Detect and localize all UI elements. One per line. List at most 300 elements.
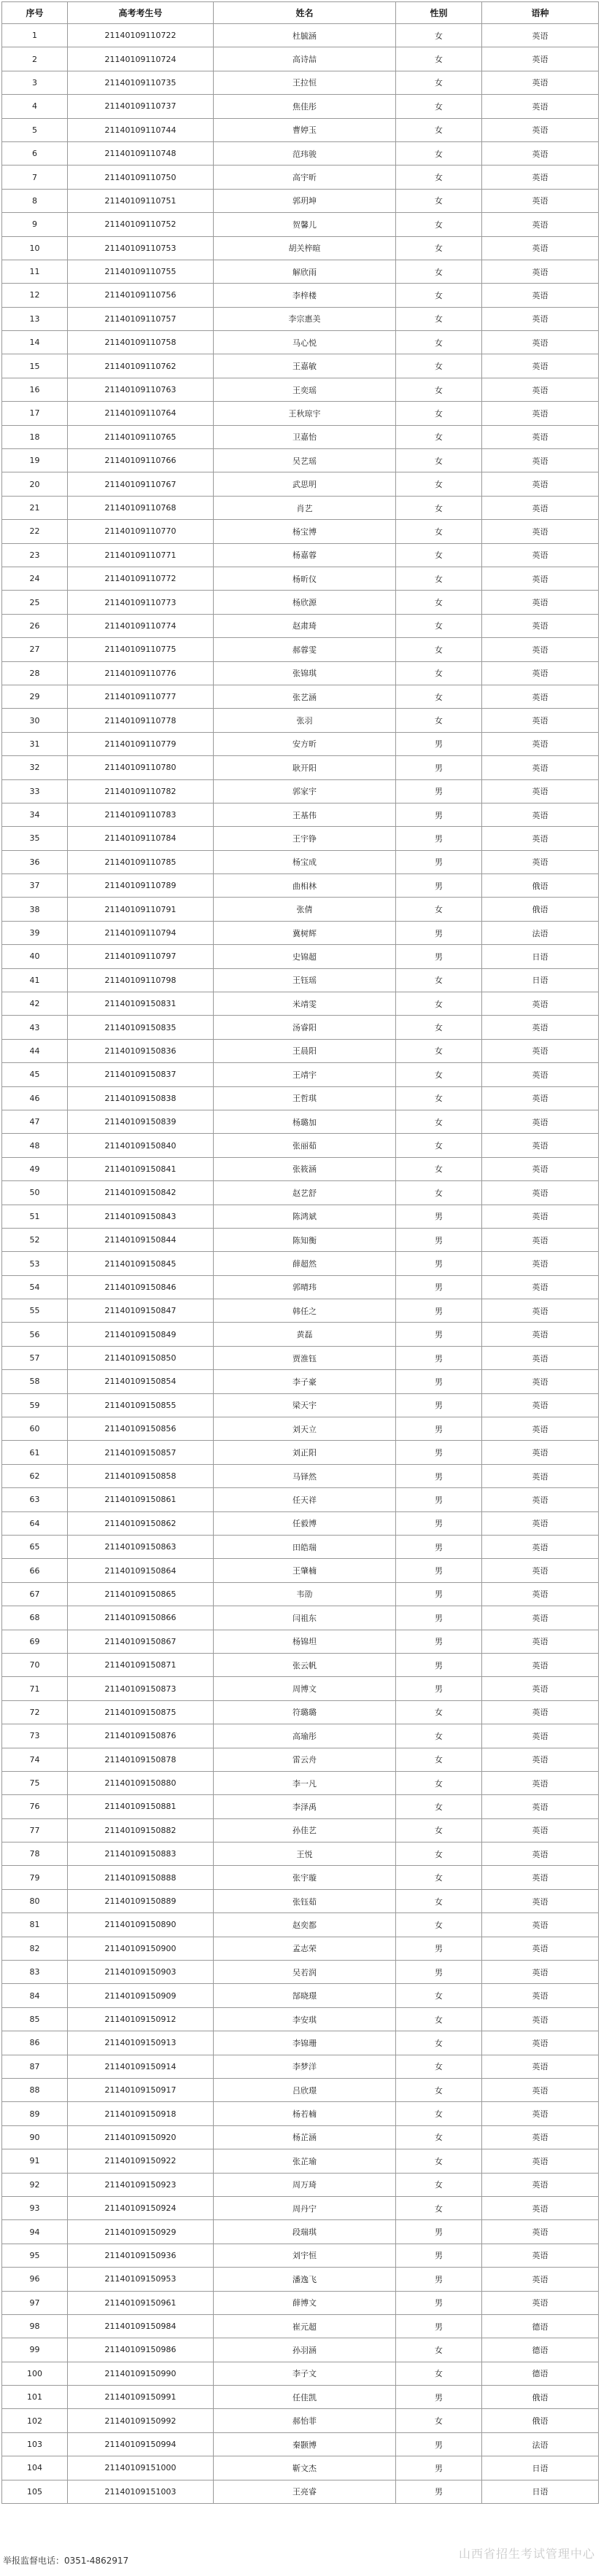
cell-name: 陈鸿斌 (214, 1205, 396, 1228)
cell-name: 薛超然 (214, 1252, 396, 1275)
cell-exam-number: 21140109110789 (68, 874, 214, 898)
cell-gender: 男 (396, 1417, 482, 1441)
cell-serial-number: 61 (2, 1441, 68, 1464)
cell-gender: 女 (396, 1134, 482, 1157)
cell-serial-number: 104 (2, 2456, 68, 2480)
cell-name: 马铎然 (214, 1464, 396, 1487)
cell-name: 汤睿阳 (214, 1016, 396, 1039)
table-row (2, 614, 599, 637)
cell-gender: 男 (396, 2456, 482, 2480)
cell-language: 法语 (482, 2432, 599, 2456)
cell-gender: 女 (396, 638, 482, 661)
cell-serial-number: 62 (2, 1464, 68, 1487)
cell-exam-number: 21140109150888 (68, 1866, 214, 1889)
cell-gender: 男 (396, 2314, 482, 2338)
cell-language: 俄语 (482, 898, 599, 921)
table-row (2, 1016, 599, 1039)
cell-exam-number: 21140109110770 (68, 520, 214, 543)
cell-name: 米靖雯 (214, 992, 396, 1016)
cell-language: 英语 (482, 496, 599, 519)
cell-exam-number: 21140109150918 (68, 2102, 214, 2125)
cell-serial-number: 98 (2, 2314, 68, 2338)
cell-exam-number: 21140109150846 (68, 1275, 214, 1299)
cell-gender: 男 (396, 2244, 482, 2267)
cell-serial-number: 78 (2, 1842, 68, 1866)
cell-language: 日语 (482, 2480, 599, 2503)
cell-name: 高宇昕 (214, 166, 396, 189)
table-row (2, 1323, 599, 1346)
cell-language: 英语 (482, 2007, 599, 2031)
table-row (2, 1393, 599, 1417)
cell-gender: 女 (396, 496, 482, 519)
cell-name: 韦劭 (214, 1582, 396, 1606)
table-row (2, 425, 599, 448)
table-row (2, 260, 599, 283)
table-row (2, 1488, 599, 1511)
cell-gender: 女 (396, 2007, 482, 2031)
cell-gender: 女 (396, 2055, 482, 2078)
cell-language: 英语 (482, 1842, 599, 1866)
cell-serial-number: 56 (2, 1323, 68, 1346)
cell-serial-number: 79 (2, 1866, 68, 1889)
cell-exam-number: 21140109150922 (68, 2149, 214, 2173)
cell-serial-number: 53 (2, 1252, 68, 1275)
table-row (2, 1818, 599, 1842)
cell-exam-number: 21140109150913 (68, 2031, 214, 2055)
cell-name: 闫祖东 (214, 1606, 396, 1630)
table-row (2, 1961, 599, 1984)
table-row (2, 803, 599, 826)
cell-exam-number: 21140109150847 (68, 1299, 214, 1323)
cell-serial-number: 42 (2, 992, 68, 1016)
table-row (2, 779, 599, 803)
cell-language: 俄语 (482, 2386, 599, 2409)
cell-language: 英语 (482, 1110, 599, 1133)
cell-serial-number: 55 (2, 1299, 68, 1323)
cell-gender: 男 (396, 1393, 482, 1417)
cell-gender: 女 (396, 1110, 482, 1133)
cell-language: 英语 (482, 1039, 599, 1062)
table-row (2, 567, 599, 590)
cell-serial-number: 94 (2, 2220, 68, 2244)
cell-gender: 男 (396, 1370, 482, 1393)
cell-name: 杨芷涵 (214, 2125, 396, 2149)
cell-language: 英语 (482, 827, 599, 850)
cell-exam-number: 21140109150849 (68, 1323, 214, 1346)
cell-gender: 男 (396, 2291, 482, 2314)
cell-language: 英语 (482, 850, 599, 873)
cell-gender: 男 (396, 1606, 482, 1630)
cell-name: 孟志荣 (214, 1937, 396, 1960)
cell-serial-number: 101 (2, 2386, 68, 2409)
cell-gender: 女 (396, 1086, 482, 1110)
cell-language: 英语 (482, 1393, 599, 1417)
cell-gender: 女 (396, 24, 482, 47)
cell-language: 英语 (482, 992, 599, 1016)
cell-gender: 男 (396, 779, 482, 803)
cell-gender: 女 (396, 118, 482, 141)
cell-serial-number: 58 (2, 1370, 68, 1393)
cell-language: 英语 (482, 1653, 599, 1676)
table-body (2, 24, 599, 2504)
cell-gender: 女 (396, 71, 482, 94)
cell-gender: 女 (396, 2031, 482, 2055)
table-row (2, 1252, 599, 1275)
cell-exam-number: 21140109110778 (68, 709, 214, 732)
cell-serial-number: 6 (2, 141, 68, 165)
cell-name: 曹婷玉 (214, 118, 396, 141)
cell-name: 杨嘉蓉 (214, 543, 396, 567)
cell-gender: 男 (396, 1937, 482, 1960)
table-row (2, 1039, 599, 1062)
cell-serial-number: 31 (2, 732, 68, 755)
cell-serial-number: 100 (2, 2362, 68, 2385)
table-row (2, 850, 599, 873)
cell-exam-number: 21140109150865 (68, 1582, 214, 1606)
cell-name: 杨宝博 (214, 520, 396, 543)
cell-serial-number: 7 (2, 166, 68, 189)
cell-language: 英语 (482, 803, 599, 826)
cell-language: 英语 (482, 567, 599, 590)
cell-serial-number: 35 (2, 827, 68, 850)
cell-exam-number: 21140109110776 (68, 661, 214, 685)
cell-language: 俄语 (482, 874, 599, 898)
table-row (2, 1275, 599, 1299)
cell-language: 英语 (482, 2244, 599, 2267)
cell-exam-number: 21140109110763 (68, 378, 214, 401)
table-row (2, 496, 599, 519)
cell-exam-number: 21140109110757 (68, 307, 214, 330)
cell-language: 英语 (482, 354, 599, 378)
cell-exam-number: 21140109110752 (68, 213, 214, 236)
cell-name: 孙羽涵 (214, 2338, 396, 2362)
cell-gender: 女 (396, 166, 482, 189)
table-row (2, 95, 599, 118)
cell-name: 武思明 (214, 472, 396, 496)
cell-exam-number: 21140109150900 (68, 1937, 214, 1960)
cell-name: 胡关梓暄 (214, 236, 396, 260)
cell-exam-number: 21140109150994 (68, 2432, 214, 2456)
header-exam-number: 高考考生号 (68, 2, 214, 24)
cell-language: 英语 (482, 1252, 599, 1275)
table-row (2, 2007, 599, 2031)
cell-exam-number: 21140109150903 (68, 1961, 214, 1984)
cell-gender: 女 (396, 968, 482, 992)
cell-exam-number: 21140109150883 (68, 1842, 214, 1866)
cell-name: 耿开阳 (214, 756, 396, 779)
cell-exam-number: 21140109110774 (68, 614, 214, 637)
cell-serial-number: 46 (2, 1086, 68, 1110)
cell-serial-number: 103 (2, 2432, 68, 2456)
cell-gender: 女 (396, 307, 482, 330)
cell-serial-number: 88 (2, 2078, 68, 2101)
cell-serial-number: 60 (2, 1417, 68, 1441)
cell-language: 日语 (482, 968, 599, 992)
cell-serial-number: 96 (2, 2268, 68, 2291)
cell-name: 杜毓涵 (214, 24, 396, 47)
cell-exam-number: 21140109150843 (68, 1205, 214, 1228)
cell-serial-number: 21 (2, 496, 68, 519)
cell-gender: 女 (396, 591, 482, 614)
cell-language: 英语 (482, 732, 599, 755)
cell-gender: 女 (396, 992, 482, 1016)
table-row (2, 1370, 599, 1393)
cell-gender: 男 (396, 874, 482, 898)
cell-gender: 女 (396, 472, 482, 496)
cell-language: 英语 (482, 1346, 599, 1369)
cell-serial-number: 30 (2, 709, 68, 732)
cell-gender: 女 (396, 1039, 482, 1062)
cell-serial-number: 33 (2, 779, 68, 803)
cell-language: 英语 (482, 1748, 599, 1771)
cell-exam-number: 21140109150850 (68, 1346, 214, 1369)
cell-exam-number: 21140109150875 (68, 1700, 214, 1724)
cell-language: 英语 (482, 213, 599, 236)
cell-language: 英语 (482, 236, 599, 260)
cell-name: 王嘉敏 (214, 354, 396, 378)
table-row (2, 1630, 599, 1653)
cell-serial-number: 8 (2, 189, 68, 212)
cell-exam-number: 21140109150876 (68, 1724, 214, 1748)
cell-name: 卫嘉怡 (214, 425, 396, 448)
cell-name: 郭家宇 (214, 779, 396, 803)
cell-gender: 女 (396, 2102, 482, 2125)
cell-name: 贺馨儿 (214, 213, 396, 236)
cell-name: 王哲琪 (214, 1086, 396, 1110)
cell-gender: 女 (396, 141, 482, 165)
cell-gender: 女 (396, 47, 482, 71)
report-hotline: 举报监督电话：0351-4862917 (3, 2556, 129, 2566)
cell-gender: 女 (396, 614, 482, 637)
cell-exam-number: 21140109110762 (68, 354, 214, 378)
table-row (2, 2386, 599, 2409)
table-row (2, 354, 599, 378)
table-row (2, 24, 599, 47)
cell-serial-number: 11 (2, 260, 68, 283)
table-row (2, 2102, 599, 2125)
table-row (2, 1417, 599, 1441)
table-row (2, 1511, 599, 1535)
cell-language: 英语 (482, 189, 599, 212)
cell-serial-number: 82 (2, 1937, 68, 1960)
cell-exam-number: 21140109150839 (68, 1110, 214, 1133)
cell-name: 张羽 (214, 709, 396, 732)
cell-serial-number: 87 (2, 2055, 68, 2078)
cell-serial-number: 1 (2, 24, 68, 47)
cell-exam-number: 21140109110797 (68, 945, 214, 968)
cell-exam-number: 21140109150881 (68, 1795, 214, 1818)
cell-language: 英语 (482, 543, 599, 567)
cell-name: 崔元超 (214, 2314, 396, 2338)
cell-language: 英语 (482, 2031, 599, 2055)
cell-serial-number: 29 (2, 685, 68, 708)
table-row (2, 236, 599, 260)
table-row (2, 2149, 599, 2173)
table-row (2, 1889, 599, 1912)
header-name: 姓名 (214, 2, 396, 24)
cell-serial-number: 10 (2, 236, 68, 260)
cell-language: 英语 (482, 685, 599, 708)
cell-language: 英语 (482, 378, 599, 401)
cell-language: 英语 (482, 1063, 599, 1086)
cell-gender: 女 (396, 1181, 482, 1205)
cell-name: 张倩 (214, 898, 396, 921)
cell-gender: 男 (396, 2480, 482, 2503)
cell-name: 郭玥坤 (214, 189, 396, 212)
cell-name: 杨昕仪 (214, 567, 396, 590)
cell-name: 雷云舟 (214, 1748, 396, 1771)
cell-gender: 男 (396, 1961, 482, 1984)
cell-exam-number: 21140109110767 (68, 472, 214, 496)
cell-gender: 女 (396, 1063, 482, 1086)
cell-exam-number: 21140109150953 (68, 2268, 214, 2291)
cell-serial-number: 99 (2, 2338, 68, 2362)
cell-language: 德语 (482, 2338, 599, 2362)
cell-serial-number: 17 (2, 402, 68, 425)
cell-language: 英语 (482, 1913, 599, 1937)
cell-serial-number: 81 (2, 1913, 68, 1937)
cell-exam-number: 21140109150871 (68, 1653, 214, 1676)
cell-language: 英语 (482, 1228, 599, 1251)
table-row (2, 2314, 599, 2338)
cell-name: 王秋琼宇 (214, 402, 396, 425)
cell-serial-number: 51 (2, 1205, 68, 1228)
cell-serial-number: 2 (2, 47, 68, 71)
cell-gender: 男 (396, 1511, 482, 1535)
table-row (2, 1653, 599, 1676)
cell-gender: 男 (396, 1275, 482, 1299)
cell-name: 李泽禹 (214, 1795, 396, 1818)
cell-gender: 女 (396, 1748, 482, 1771)
cell-language: 英语 (482, 71, 599, 94)
cell-language: 英语 (482, 756, 599, 779)
cell-serial-number: 54 (2, 1275, 68, 1299)
cell-name: 周万琦 (214, 2173, 396, 2196)
cell-language: 日语 (482, 945, 599, 968)
cell-language: 德语 (482, 2362, 599, 2385)
cell-gender: 男 (396, 850, 482, 873)
cell-language: 英语 (482, 1724, 599, 1748)
cell-language: 英语 (482, 24, 599, 47)
table-row (2, 1748, 599, 1771)
cell-language: 英语 (482, 1441, 599, 1464)
cell-gender: 男 (396, 756, 482, 779)
cell-gender: 男 (396, 1536, 482, 1559)
cell-serial-number: 91 (2, 2149, 68, 2173)
cell-exam-number: 21140109150836 (68, 1039, 214, 1062)
cell-gender: 女 (396, 1866, 482, 1889)
cell-name: 刘天立 (214, 1417, 396, 1441)
cell-serial-number: 3 (2, 71, 68, 94)
cell-exam-number: 21140109150861 (68, 1488, 214, 1511)
table-row (2, 1984, 599, 2007)
cell-gender: 女 (396, 1913, 482, 1937)
cell-serial-number: 59 (2, 1393, 68, 1417)
cell-gender: 女 (396, 2362, 482, 2385)
cell-language: 英语 (482, 1606, 599, 1630)
cell-serial-number: 63 (2, 1488, 68, 1511)
table-row (2, 1441, 599, 1464)
cell-language: 英语 (482, 1866, 599, 1889)
cell-gender: 女 (396, 449, 482, 472)
cell-serial-number: 5 (2, 118, 68, 141)
cell-language: 英语 (482, 47, 599, 71)
cell-serial-number: 16 (2, 378, 68, 401)
cell-language: 英语 (482, 1299, 599, 1323)
cell-serial-number: 50 (2, 1181, 68, 1205)
cell-serial-number: 20 (2, 472, 68, 496)
cell-exam-number: 21140109150990 (68, 2362, 214, 2385)
cell-language: 英语 (482, 472, 599, 496)
cell-serial-number: 84 (2, 1984, 68, 2007)
cell-serial-number: 57 (2, 1346, 68, 1369)
cell-serial-number: 43 (2, 1016, 68, 1039)
cell-exam-number: 21140109150992 (68, 2409, 214, 2432)
table-row (2, 968, 599, 992)
cell-gender: 男 (396, 1488, 482, 1511)
cell-name: 任毅博 (214, 1511, 396, 1535)
cell-serial-number: 13 (2, 307, 68, 330)
cell-exam-number: 21140109150924 (68, 2196, 214, 2219)
cell-name: 刘宇恒 (214, 2244, 396, 2267)
cell-name: 靳文杰 (214, 2456, 396, 2480)
cell-gender: 女 (396, 1984, 482, 2007)
table-header-row (2, 2, 599, 24)
cell-language: 英语 (482, 1157, 599, 1180)
cell-language: 英语 (482, 284, 599, 307)
cell-name: 李安琪 (214, 2007, 396, 2031)
table-row (2, 520, 599, 543)
cell-language: 英语 (482, 331, 599, 354)
cell-language: 英语 (482, 95, 599, 118)
cell-gender: 女 (396, 520, 482, 543)
cell-serial-number: 95 (2, 2244, 68, 2267)
cell-exam-number: 21140109150889 (68, 1889, 214, 1912)
cell-exam-number: 21140109150920 (68, 2125, 214, 2149)
cell-serial-number: 64 (2, 1511, 68, 1535)
cell-name: 周丹宁 (214, 2196, 396, 2219)
cell-gender: 女 (396, 2409, 482, 2432)
cell-language: 英语 (482, 1677, 599, 1700)
cell-language: 英语 (482, 1134, 599, 1157)
cell-name: 吕欣璟 (214, 2078, 396, 2101)
table-row (2, 2055, 599, 2078)
cell-serial-number: 44 (2, 1039, 68, 1062)
table-row (2, 1606, 599, 1630)
cell-name: 赵艺舒 (214, 1181, 396, 1205)
cell-serial-number: 66 (2, 1559, 68, 1582)
cell-serial-number: 49 (2, 1157, 68, 1180)
cell-name: 张丽茹 (214, 1134, 396, 1157)
cell-exam-number: 21140109150878 (68, 1748, 214, 1771)
cell-serial-number: 47 (2, 1110, 68, 1133)
cell-gender: 女 (396, 1724, 482, 1748)
cell-gender: 女 (396, 543, 482, 567)
table-row (2, 141, 599, 165)
cell-exam-number: 21140109150842 (68, 1181, 214, 1205)
cell-gender: 女 (396, 284, 482, 307)
cell-language: 英语 (482, 1582, 599, 1606)
cell-gender: 女 (396, 402, 482, 425)
cell-gender: 男 (396, 1677, 482, 1700)
cell-language: 英语 (482, 141, 599, 165)
student-table (1, 1, 599, 2504)
cell-language: 英语 (482, 2078, 599, 2101)
cell-language: 英语 (482, 1961, 599, 1984)
table-row (2, 2362, 599, 2385)
header-serial-number: 序号 (2, 2, 68, 24)
cell-name: 贾淮钰 (214, 1346, 396, 1369)
